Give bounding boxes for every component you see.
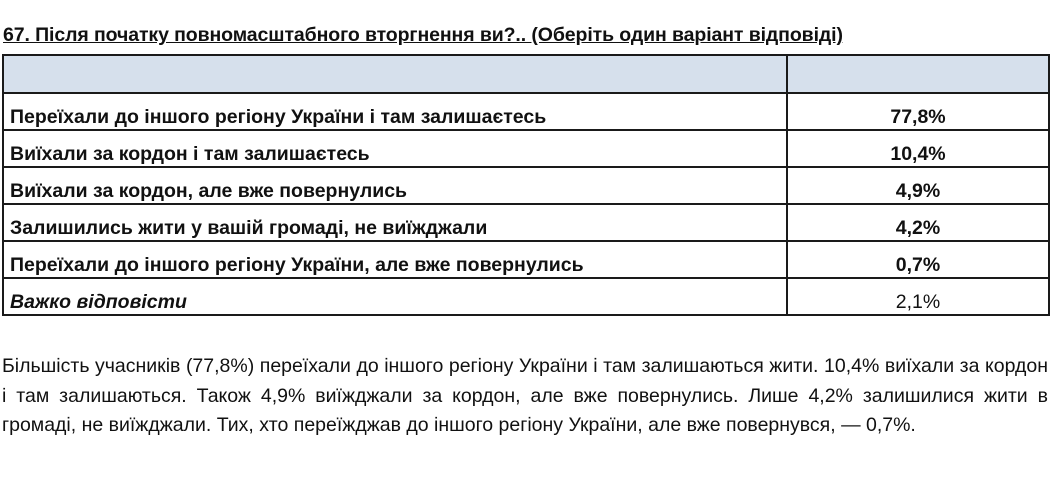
table-header-row <box>3 55 1049 93</box>
answer-label: Виїхали за кордон, але вже повернулись <box>3 167 787 204</box>
answer-label: Переїхали до іншого регіону України і там залишаєтесь <box>3 93 787 130</box>
answer-value: 4,9% <box>787 167 1049 204</box>
answer-label: Переїхали до іншого регіону України, але вже повернулись <box>3 241 787 278</box>
header-cell-share <box>787 55 1049 93</box>
table-row <box>3 241 1049 278</box>
answer-label: Виїхали за кордон і там залишаєтесь <box>3 130 787 167</box>
header-cell-answer <box>3 55 787 93</box>
table-row <box>3 278 1049 315</box>
answer-label: Важко відповісти <box>3 278 787 315</box>
table-row <box>3 93 1049 130</box>
answer-value: 10,4% <box>787 130 1049 167</box>
answer-value: 2,1% <box>787 278 1049 315</box>
answer-value: 77,8% <box>787 93 1049 130</box>
answer-value: 4,2% <box>787 204 1049 241</box>
table-row <box>3 204 1049 241</box>
question-title: 67. Після початку повномасштабного вторгнення ви?.. (Оберіть один варіант відповіді) <box>3 24 843 46</box>
table-row <box>3 167 1049 204</box>
table-row <box>3 130 1049 167</box>
answer-label: Залишились жити у вашій громаді, не виїжджали <box>3 204 787 241</box>
results-table <box>2 54 1050 316</box>
summary-paragraph: Більшість учасників (77,8%) переїхали до іншого регіону України і там залишаються жити. 10,4% виїхали за кордон і там залишаються. Також 4,9% виїжджали за кордон, але вже повернулись. Лише 4,2% залишилися жити в громаді, не виїжджали. Тих, хто переїжджав до іншого регіону України, але вже повернувся, — 0,7%. <box>2 355 1048 436</box>
answer-value: 0,7% <box>787 241 1049 278</box>
